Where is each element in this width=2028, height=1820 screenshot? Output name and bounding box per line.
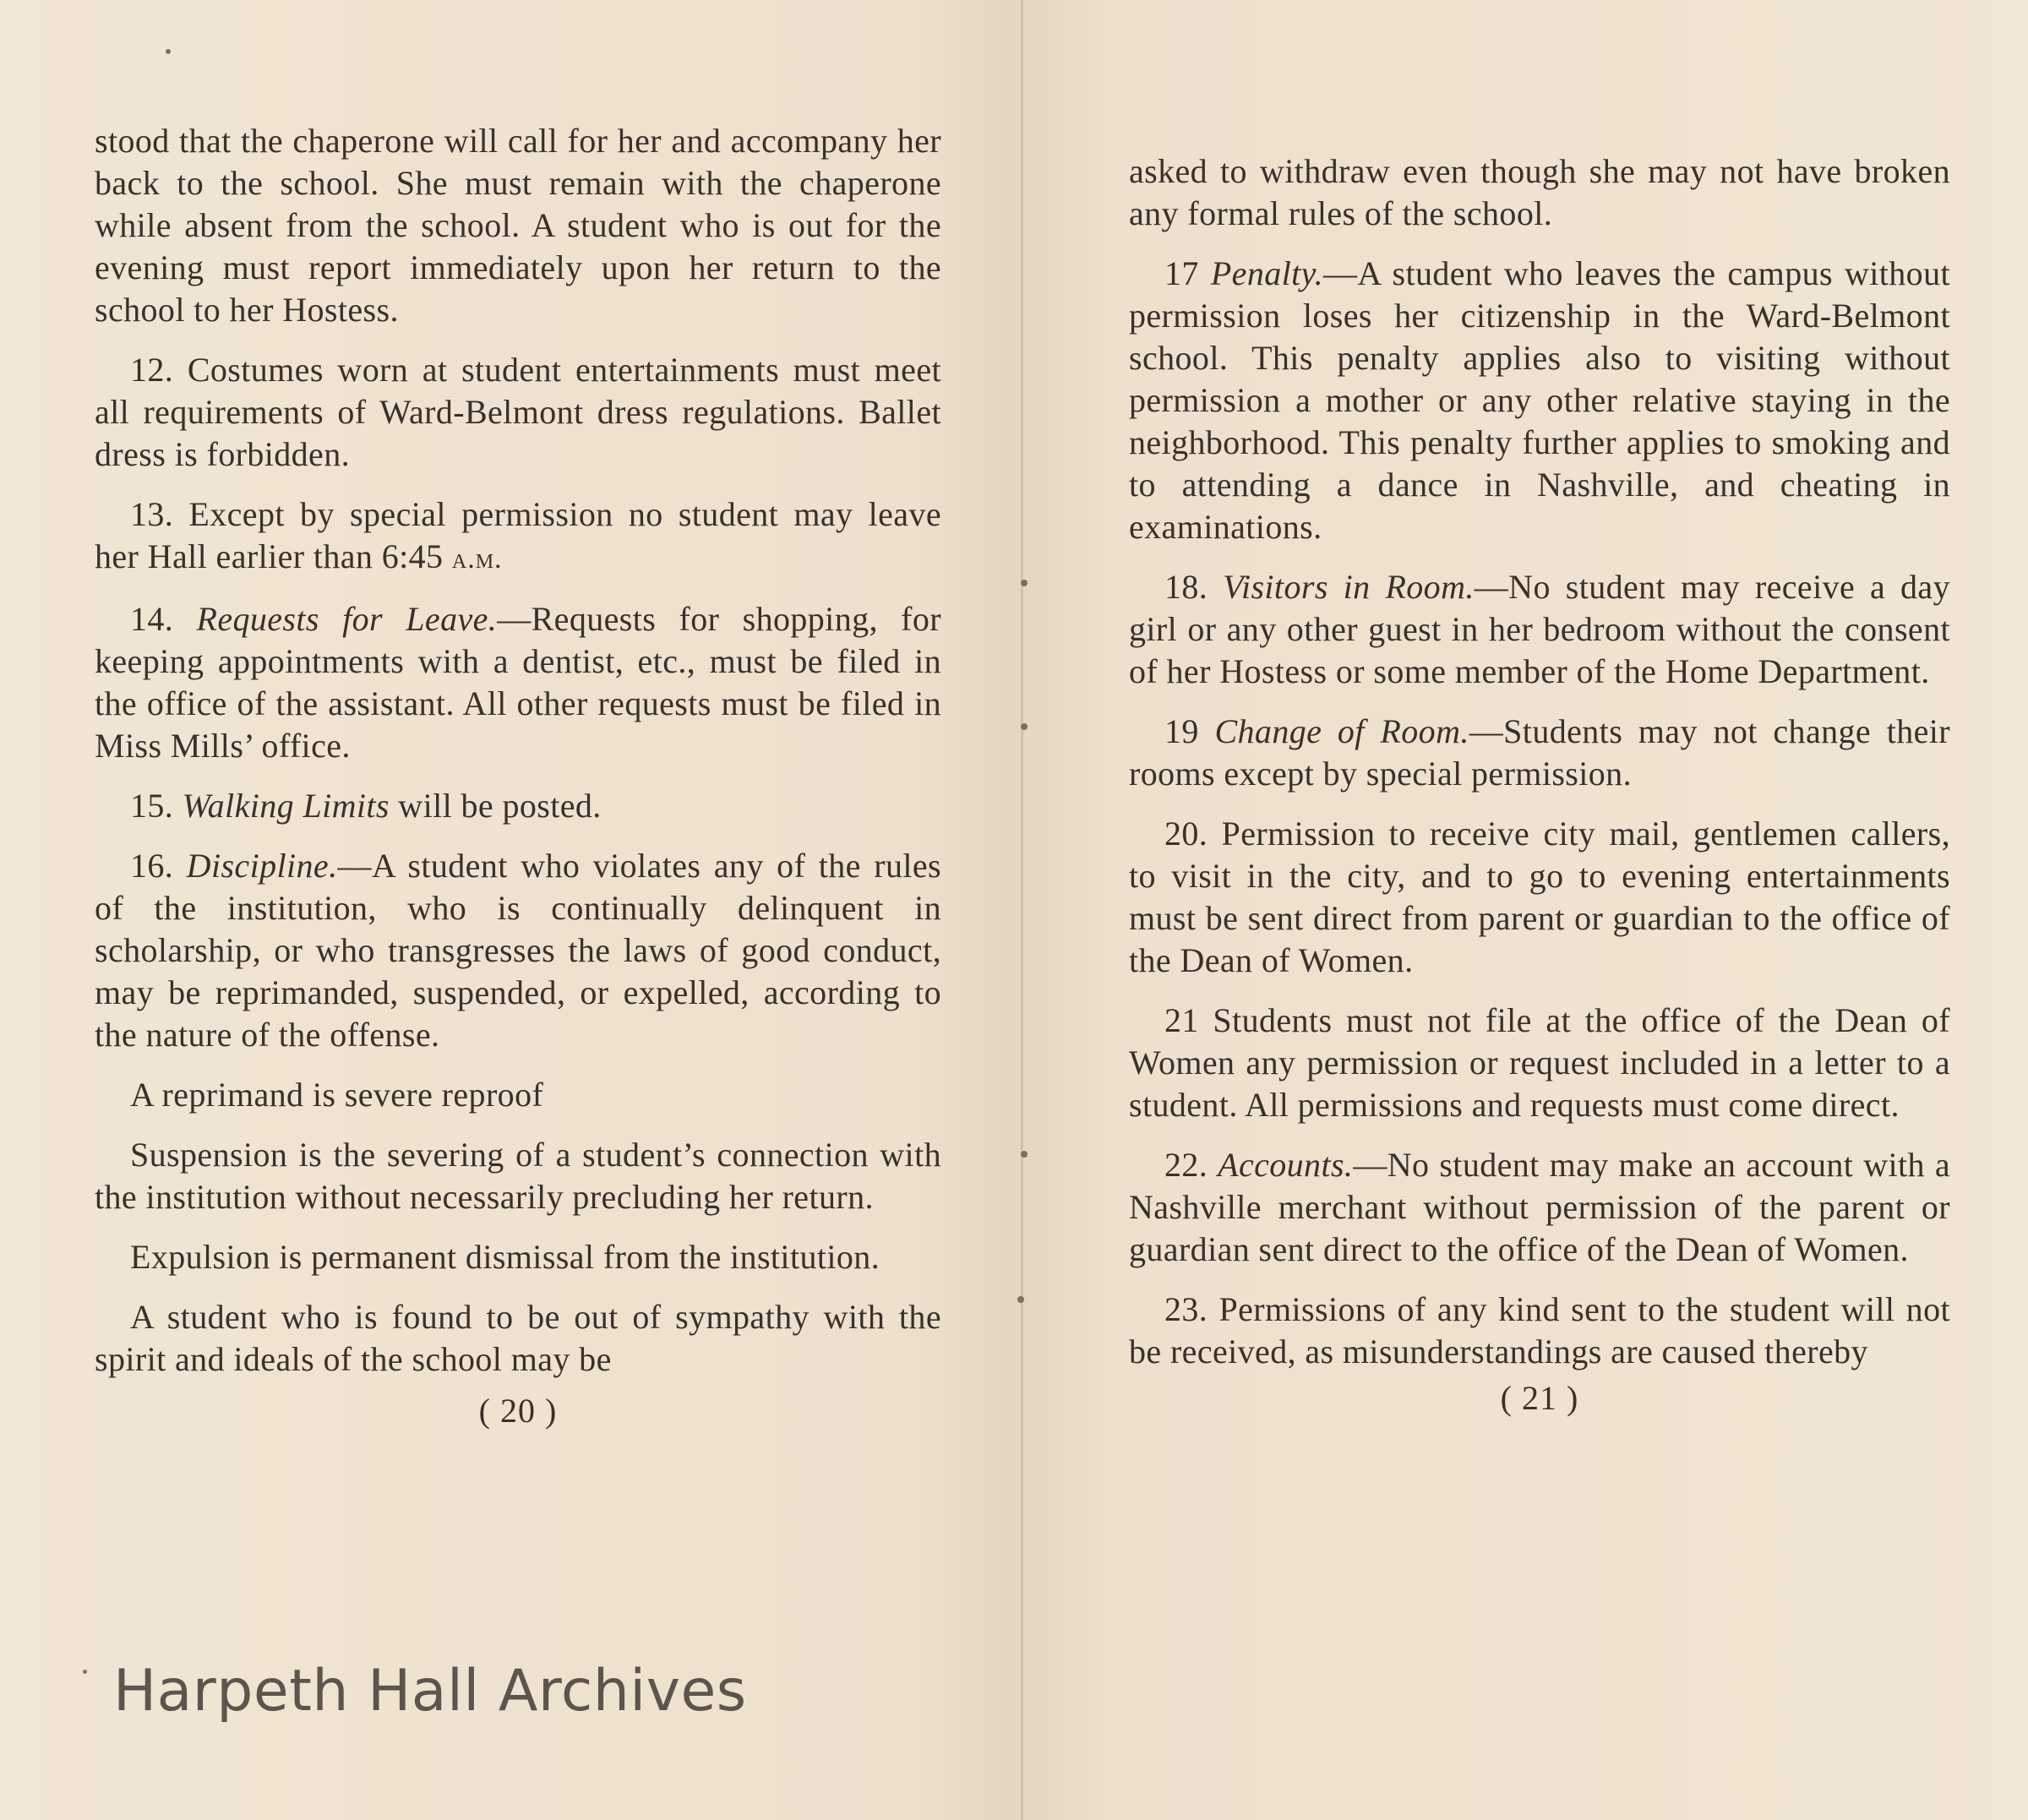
rule-17 [1129, 253, 1950, 548]
rule-16 [95, 845, 941, 1056]
rule-number: 21 [1164, 1001, 1199, 1039]
suspension-definition [95, 1134, 941, 1218]
rule-heading: Accounts. [1218, 1146, 1354, 1184]
expulsion-definition [95, 1236, 941, 1278]
paper-speck [83, 1670, 87, 1674]
rule-number: 17 [1164, 254, 1199, 292]
rule-13 [95, 493, 941, 580]
paragraph-text: Students must not file at the office of the Dean of Women any permission or request included in a letter to a student. All permissions and requests must come direct. [1129, 1001, 1951, 1124]
rule-number: 13. [130, 495, 174, 533]
binding-staple-mark [1021, 1151, 1028, 1158]
paragraph-text: —No student may receive a day girl or any other guest in her bedroom without the consent of her Hostess or some member of the Home Department. [1129, 568, 1950, 690]
center-fold [1021, 0, 1023, 1820]
paragraph-text: Expulsion is permanent dismissal from the institution. [130, 1238, 880, 1276]
rule-number: 16. [130, 847, 174, 885]
rule-21 [1129, 1000, 1950, 1126]
paper-speck [166, 49, 171, 54]
rule-number: 22. [1164, 1146, 1208, 1184]
paragraph-text: —Requests for shopping, for keeping appointments with a dentist, etc., must be filed in the office of the assistant. All other requests must be filed in Miss Mills’ office. [95, 600, 941, 765]
paragraph-text: will be posted. [389, 787, 602, 825]
rule-heading: Discipline. [186, 847, 338, 885]
rule-number: 14. [130, 600, 174, 638]
rule-number: 20. [1164, 815, 1208, 853]
paragraph-continuation [95, 120, 941, 331]
rule-15 [95, 785, 941, 827]
rule-20 [1129, 813, 1950, 982]
paragraph-text: Permissions of any kind sent to the student will not be received, as misunderstandings are caused thereby [1129, 1290, 1950, 1370]
rule-23 [1129, 1289, 1950, 1373]
rule-number: 12. [130, 351, 174, 389]
paragraph-text: asked to withdraw even though she may not have broken any formal rules of the school. [1129, 152, 1950, 232]
sympathy-paragraph [95, 1296, 941, 1381]
paragraph-text: Permission to receive city mail, gentlemen callers, to visit in the city, and to go to evening entertainments must be sent direct from parent or guardian to the office of the Dean of Women. [1129, 815, 1950, 979]
right-page [1129, 150, 1950, 1418]
rule-heading: Requests for Leave. [196, 600, 498, 638]
binding-staple-mark [1017, 1296, 1024, 1303]
rule-12 [95, 349, 941, 476]
page-number: ( 20 ) [478, 1392, 558, 1430]
paragraph-text: —A student who violates any of the rules of the institution, who is continually delinquent in scholarship, or who transgresses the laws of good conduct, may be reprimanded, suspended, or expelled, according to the nature of the offense. [95, 847, 941, 1054]
rule-heading: Visitors in Room. [1223, 568, 1475, 606]
paragraph-continuation [1129, 150, 1950, 235]
rule-number: 23. [1164, 1290, 1208, 1328]
rule-number: 19 [1164, 712, 1199, 750]
binding-staple-mark [1021, 723, 1028, 730]
paragraph-text: —No student may make an account with a Nashville merchant without permission of the parent or guardian sent direct to the office of the Dean of Women. [1129, 1146, 1950, 1268]
rule-heading: Change of Room. [1214, 712, 1469, 750]
rule-heading: Walking Limits [182, 787, 390, 825]
rule-number: 18. [1164, 568, 1208, 606]
rule-number: 15. [130, 787, 174, 825]
paragraph-text: Suspension is the severing of a student’s connection with the institution without necessarily precluding her return. [95, 1136, 941, 1216]
left-page [95, 120, 941, 1430]
paragraph-text: Costumes worn at student entertainments must meet all requirements of Ward-Belmont dress regulations. Ballet dress is forbidden. [95, 351, 942, 473]
paragraph-text: stood that the chaperone will call for her and accompany her back to the school. She must remain with the chaperone while absent from the school. A student who is out for the evening must report immediately upon her return to the school to her Hostess. [95, 122, 941, 329]
paragraph-text: Except by special permission no student may leave her Hall earlier than 6:45 [95, 495, 942, 575]
paragraph-text: —A student who leaves the campus without permission loses her citizenship in the Ward-Belmont school. This penalty applies also to visiting without permission a mother or any other relative staying in the neighborhood. This penalty further applies to smoking and to attending a dance in Nashville, and cheating in examinations. [1129, 254, 1950, 546]
paragraph-text: —Students may not change their rooms except by special permission. [1129, 712, 1950, 793]
reprimand-definition [95, 1074, 941, 1116]
rule-14 [95, 598, 941, 767]
rule-22 [1129, 1144, 1950, 1271]
rule-heading: Penalty. [1210, 254, 1323, 292]
rule-19 [1129, 711, 1950, 795]
paragraph-text: A student who is found to be out of sympathy with the spirit and ideals of the school may be [95, 1298, 941, 1378]
page-number: ( 21 ) [1500, 1379, 1579, 1417]
paragraph-text: A reprimand is severe reproof [130, 1076, 544, 1114]
archive-watermark: Harpeth Hall Archives [113, 1658, 747, 1725]
rule-18 [1129, 566, 1950, 693]
binding-staple-mark [1021, 580, 1028, 586]
time-suffix: a.m. [451, 543, 503, 575]
